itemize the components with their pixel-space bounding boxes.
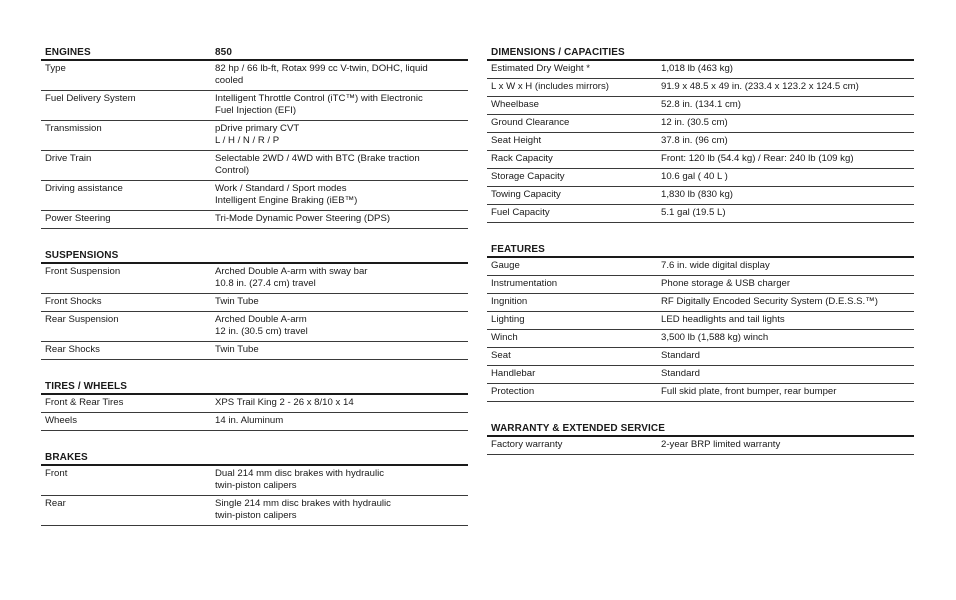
spec-row bbox=[487, 205, 914, 223]
spec-value: 14 in. Aluminum bbox=[215, 415, 284, 426]
spec-value: Phone storage & USB charger bbox=[661, 278, 791, 289]
spec-label: Transmission bbox=[45, 123, 102, 134]
warranty-section bbox=[487, 416, 914, 455]
spec-row bbox=[487, 115, 914, 133]
spec-row bbox=[487, 294, 914, 312]
spec-label: Wheels bbox=[45, 415, 77, 426]
spec-label: Protection bbox=[491, 386, 535, 397]
section-header bbox=[487, 237, 914, 258]
spec-row bbox=[487, 384, 914, 402]
spec-value: Arched Double A-arm with sway bar 10.8 in. (27.4 cm) travel bbox=[215, 266, 368, 289]
spec-row bbox=[41, 151, 468, 181]
spec-label: Ground Clearance bbox=[491, 117, 570, 128]
spec-row bbox=[487, 61, 914, 79]
section-header bbox=[41, 243, 468, 264]
spec-value: 52.8 in. (134.1 cm) bbox=[661, 99, 741, 110]
features-section bbox=[487, 237, 914, 402]
spec-value: 3,500 lb (1,588 kg) winch bbox=[661, 332, 769, 343]
spec-label: Winch bbox=[491, 332, 518, 343]
spec-row bbox=[41, 264, 468, 294]
section-header bbox=[41, 374, 468, 395]
spec-label: Drive Train bbox=[45, 153, 92, 164]
section-header bbox=[41, 40, 468, 61]
left-spec-column bbox=[41, 40, 468, 540]
section-header bbox=[41, 445, 468, 466]
spec-value: 5.1 gal (19.5 L) bbox=[661, 207, 726, 218]
spec-value: 10.6 gal ( 40 L ) bbox=[661, 171, 728, 182]
spec-row bbox=[41, 211, 468, 229]
section-title: WARRANTY & EXTENDED SERVICE bbox=[491, 423, 666, 434]
spec-row bbox=[41, 466, 468, 496]
spec-label: Front Suspension bbox=[45, 266, 121, 277]
section-title: FEATURES bbox=[491, 244, 545, 255]
spec-value: Dual 214 mm disc brakes with hydraulic twin-piston calipers bbox=[215, 468, 385, 491]
spec-label: Towing Capacity bbox=[491, 189, 561, 200]
section-header bbox=[487, 40, 914, 61]
spec-row bbox=[41, 294, 468, 312]
spec-label: Seat bbox=[491, 350, 511, 361]
spec-row bbox=[487, 79, 914, 97]
section-title: BRAKES bbox=[45, 452, 88, 463]
spec-label: Power Steering bbox=[45, 213, 111, 224]
spec-label: Estimated Dry Weight * bbox=[491, 63, 590, 74]
spec-row bbox=[487, 187, 914, 205]
spec-label: Rear Shocks bbox=[45, 344, 100, 355]
spec-value: Tri-Mode Dynamic Power Steering (DPS) bbox=[215, 213, 391, 224]
spec-label: Storage Capacity bbox=[491, 171, 565, 182]
spec-label: Front & Rear Tires bbox=[45, 397, 124, 408]
spec-label: Handlebar bbox=[491, 368, 536, 379]
spec-value: Full skid plate, front bumper, rear bumper bbox=[661, 386, 837, 397]
suspensions-section bbox=[41, 243, 468, 360]
spec-row bbox=[487, 366, 914, 384]
engines-section bbox=[41, 40, 468, 229]
spec-row bbox=[41, 395, 468, 413]
spec-row bbox=[41, 121, 468, 151]
spec-value: Selectable 2WD / 4WD with BTC (Brake traction Control) bbox=[215, 153, 420, 176]
spec-value: Intelligent Throttle Control (iTC™) with Electronic Fuel Injection (EFI) bbox=[215, 93, 423, 116]
spec-label: Wheelbase bbox=[491, 99, 539, 110]
spec-value: pDrive primary CVT L / H / N / R / P bbox=[215, 123, 300, 146]
spec-row bbox=[487, 258, 914, 276]
spec-value: 37.8 in. (96 cm) bbox=[661, 135, 728, 146]
section-title: TIRES / WHEELS bbox=[45, 381, 127, 392]
spec-row bbox=[41, 413, 468, 431]
spec-value: XPS Trail King 2 - 26 x 8/10 x 14 bbox=[215, 397, 354, 408]
spec-value: Twin Tube bbox=[215, 344, 259, 355]
dimensions-capacities-section bbox=[487, 40, 914, 223]
spec-label: Rear Suspension bbox=[45, 314, 119, 325]
spec-row bbox=[487, 151, 914, 169]
spec-value: RF Digitally Encoded Security System (D.E.S.S.™) bbox=[661, 296, 878, 307]
spec-row bbox=[41, 342, 468, 360]
spec-value: 1,018 lb (463 kg) bbox=[661, 63, 733, 74]
spec-value: 82 hp / 66 lb-ft, Rotax 999 cc V-twin, DOHC, liquid cooled bbox=[215, 63, 428, 86]
spec-value: 12 in. (30.5 cm) bbox=[661, 117, 728, 128]
spec-row bbox=[41, 91, 468, 121]
spec-value: Front: 120 lb (54.4 kg) / Rear: 240 lb (109 kg) bbox=[661, 153, 854, 164]
spec-row bbox=[41, 61, 468, 91]
spec-row bbox=[487, 348, 914, 366]
spec-row bbox=[487, 330, 914, 348]
section-title: ENGINES bbox=[45, 47, 91, 58]
spec-row bbox=[41, 496, 468, 526]
spec-label: Rear bbox=[45, 498, 66, 509]
spec-value: Arched Double A-arm 12 in. (30.5 cm) travel bbox=[215, 314, 308, 337]
spec-row bbox=[487, 97, 914, 115]
section-title: DIMENSIONS / CAPACITIES bbox=[491, 47, 625, 58]
spec-label: Type bbox=[45, 63, 66, 74]
spec-label: Lighting bbox=[491, 314, 525, 325]
spec-label: Seat Height bbox=[491, 135, 542, 146]
spec-label: Driving assistance bbox=[45, 183, 123, 194]
spec-label: Instrumentation bbox=[491, 278, 558, 289]
spec-value: Work / Standard / Sport modes Intelligent Engine Braking (iEB™) bbox=[215, 183, 358, 206]
spec-label: Fuel Delivery System bbox=[45, 93, 136, 104]
spec-row bbox=[41, 181, 468, 211]
spec-label: Front Shocks bbox=[45, 296, 102, 307]
spec-value: 2-year BRP limited warranty bbox=[661, 439, 781, 450]
spec-row bbox=[487, 437, 914, 455]
spec-row bbox=[487, 169, 914, 187]
section-header bbox=[487, 416, 914, 437]
spec-label: Fuel Capacity bbox=[491, 207, 550, 218]
spec-value: Twin Tube bbox=[215, 296, 259, 307]
spec-row bbox=[487, 312, 914, 330]
spec-label: Factory warranty bbox=[491, 439, 563, 450]
spec-value: 1,830 lb (830 kg) bbox=[661, 189, 733, 200]
spec-value: 91.9 x 48.5 x 49 in. (233.4 x 123.2 x 124.5 cm) bbox=[661, 81, 859, 92]
spec-row bbox=[487, 276, 914, 294]
right-spec-column bbox=[487, 40, 914, 469]
spec-value: 7.6 in. wide digital display bbox=[661, 260, 770, 271]
spec-label: L x W x H (includes mirrors) bbox=[491, 81, 609, 92]
spec-label: Gauge bbox=[491, 260, 520, 271]
spec-value: Standard bbox=[661, 368, 700, 379]
spec-value: LED headlights and tail lights bbox=[661, 314, 785, 325]
spec-label: Ingnition bbox=[491, 296, 528, 307]
spec-row bbox=[487, 133, 914, 151]
section-title: SUSPENSIONS bbox=[45, 250, 119, 261]
spec-value: Single 214 mm disc brakes with hydraulic twin-piston calipers bbox=[215, 498, 391, 521]
brakes-section bbox=[41, 445, 468, 526]
spec-label: Rack Capacity bbox=[491, 153, 553, 164]
spec-label: Front bbox=[45, 468, 68, 479]
tires-wheels-section bbox=[41, 374, 468, 431]
spec-row bbox=[41, 312, 468, 342]
spec-value: Standard bbox=[661, 350, 700, 361]
section-subtitle: 850 bbox=[215, 47, 232, 58]
